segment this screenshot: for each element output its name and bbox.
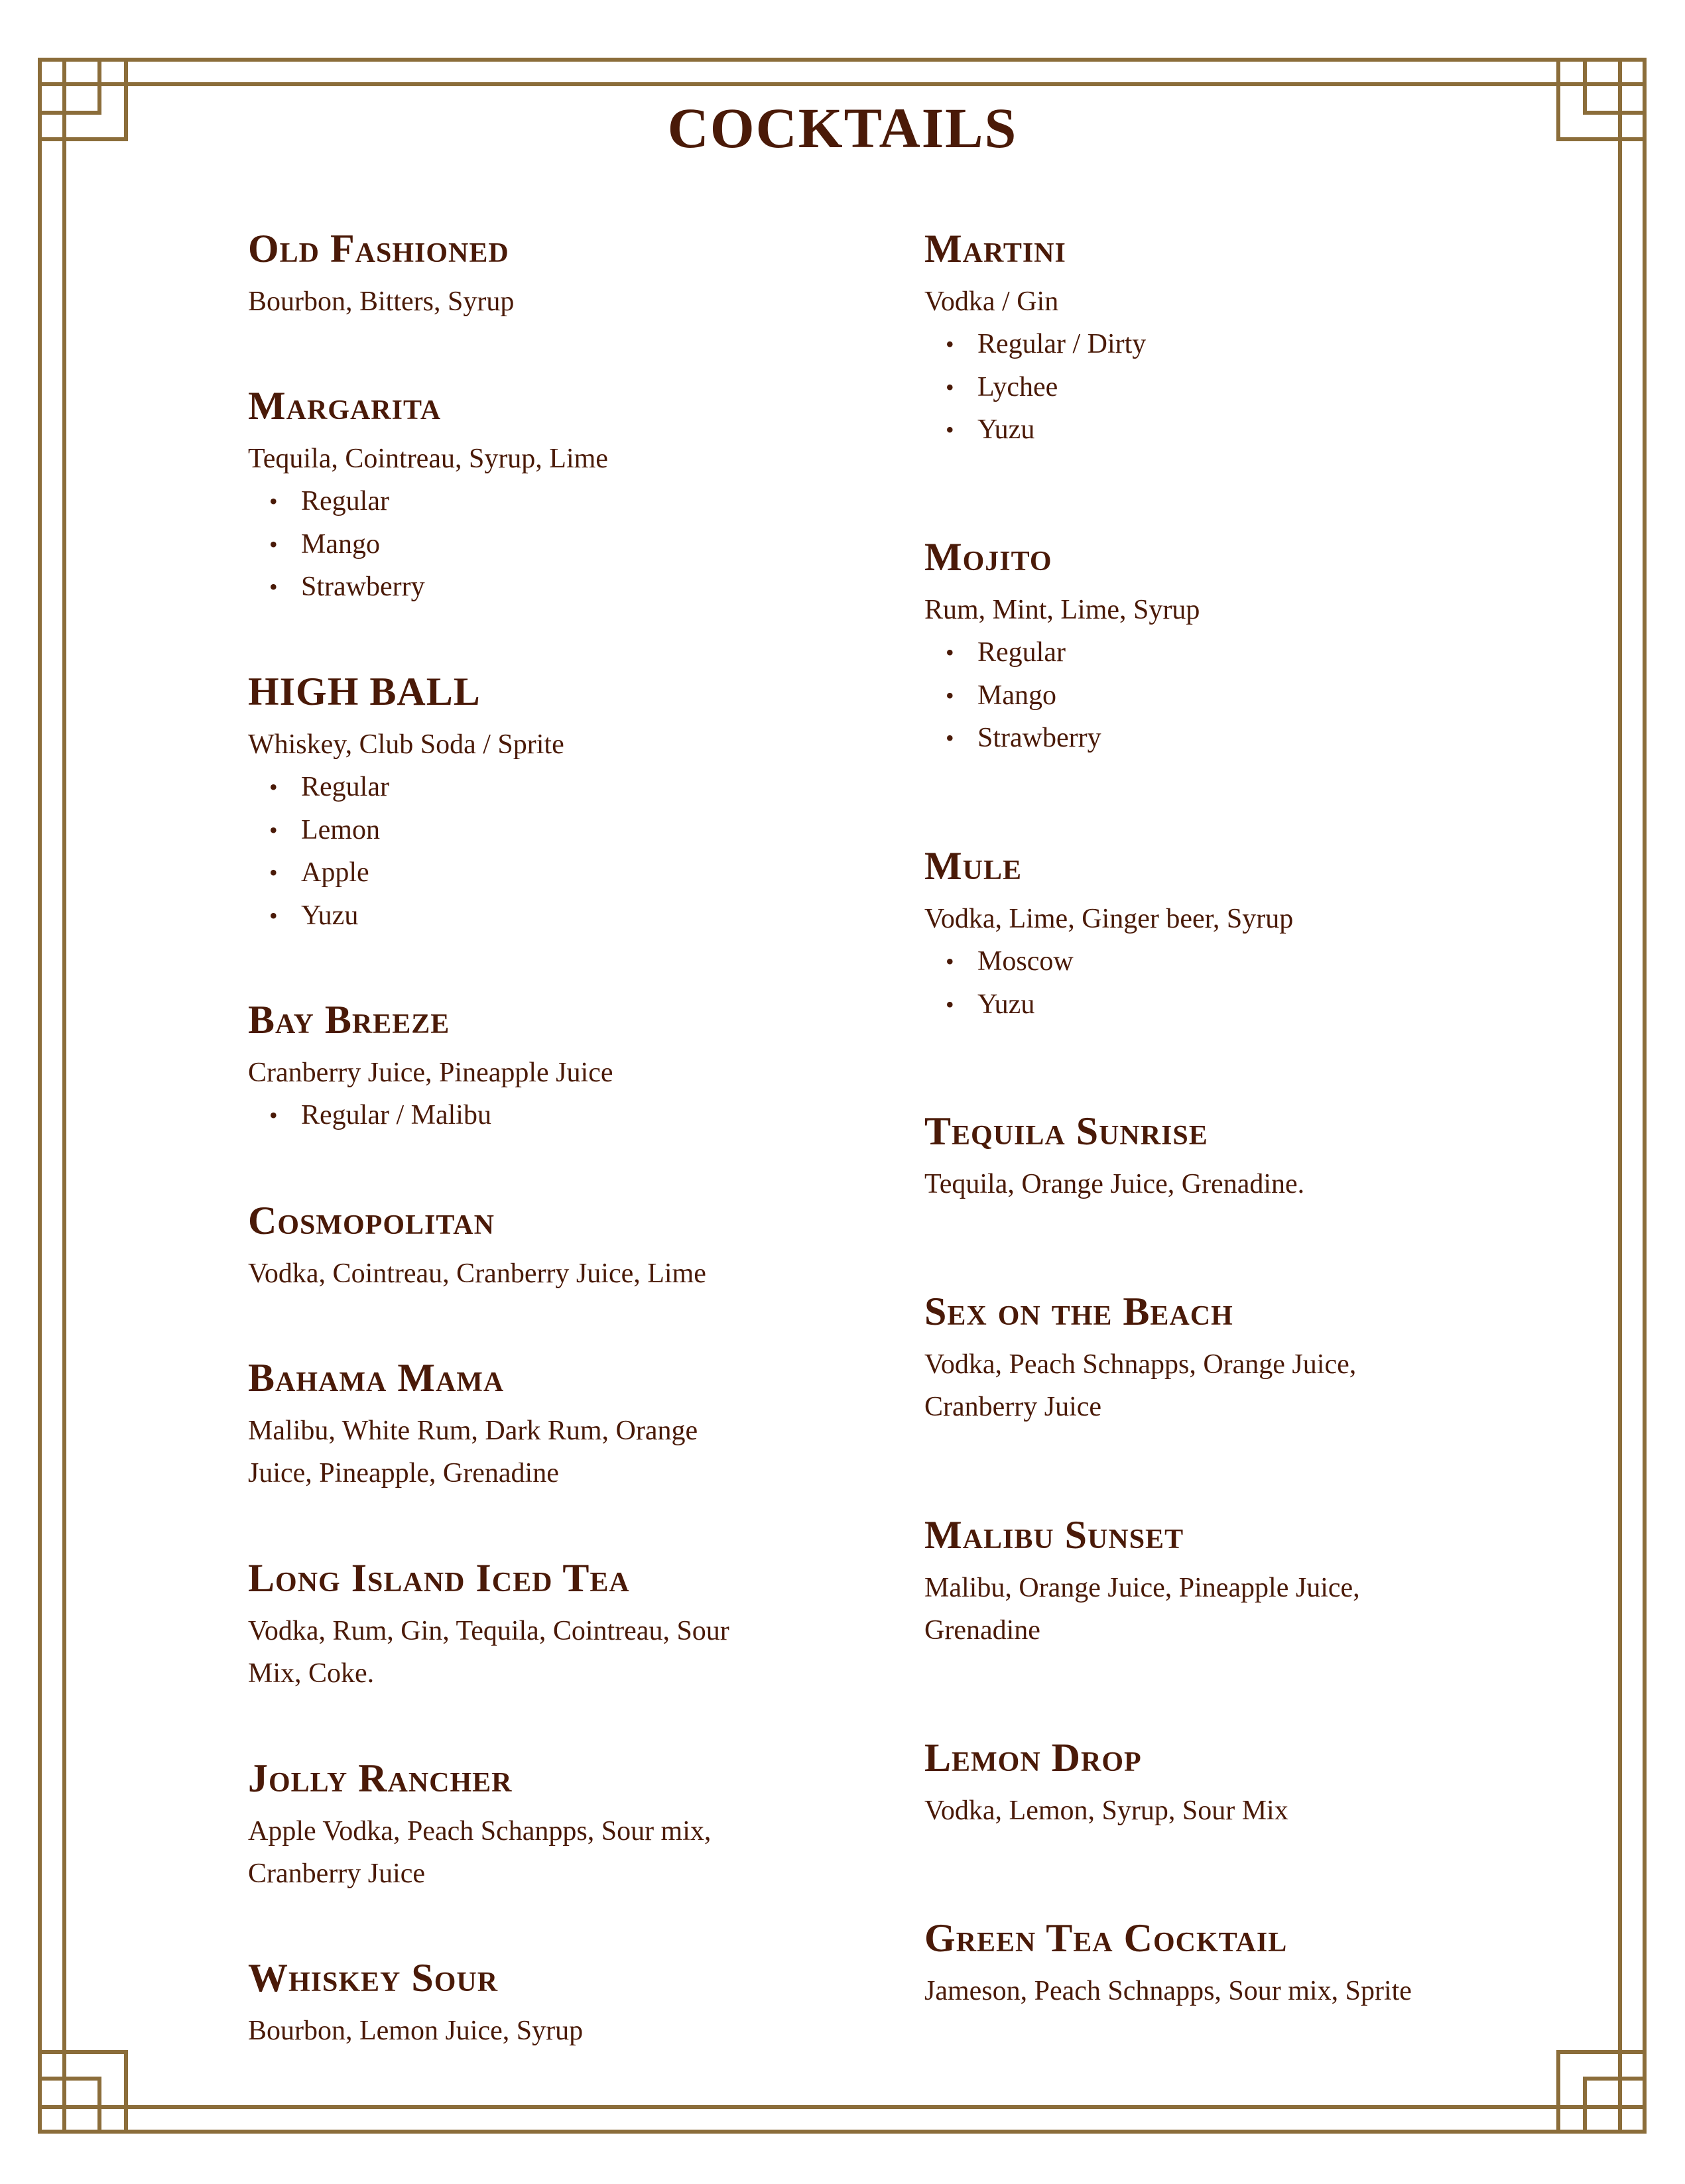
menu-title: COCKTAILS <box>667 96 1018 160</box>
variant-list <box>248 766 752 937</box>
variant-item <box>269 523 752 566</box>
bullet-icon: • <box>269 488 278 515</box>
variant-label: Moscow <box>977 946 1074 977</box>
cocktail-name: Jolly Rancher <box>248 1756 513 1800</box>
variant-label: Regular <box>977 637 1066 668</box>
variant-item <box>946 631 1428 674</box>
variant-label: Strawberry <box>977 723 1101 753</box>
bullet-icon: • <box>946 639 954 666</box>
cocktail-name: Lemon Drop <box>924 1736 1142 1780</box>
variant-label: Yuzu <box>977 989 1035 1020</box>
variant-item <box>946 366 1428 409</box>
bullet-icon: • <box>946 373 954 400</box>
cocktail-ingredients: Malibu, Orange Juice, Pineapple Juice, Grenadine <box>924 1573 1360 1646</box>
cocktail-name: Bay Breeze <box>248 998 450 1042</box>
cocktail-name: Tequila Sunrise <box>924 1109 1208 1153</box>
variant-label: Yuzu <box>301 900 359 931</box>
variant-item <box>946 983 1428 1026</box>
variant-label: Lemon <box>301 814 380 845</box>
bullet-icon: • <box>269 859 278 886</box>
menu-item <box>924 1918 1428 2012</box>
variant-label: Regular <box>301 486 389 516</box>
menu-item <box>924 229 1428 452</box>
variant-list <box>924 631 1428 760</box>
cocktail-ingredients: Malibu, White Rum, Dark Rum, Orange Juice, Pineapple, Grenadine <box>248 1416 698 1488</box>
cocktail-ingredients: Tequila, Cointreau, Syrup, Lime <box>248 444 608 474</box>
variant-item <box>269 1094 752 1137</box>
variant-item <box>269 894 752 938</box>
cocktail-name: Malibu Sunset <box>924 1513 1184 1557</box>
cocktail-name: Green Tea Cocktail <box>924 1916 1288 1960</box>
bullet-icon: • <box>946 991 954 1018</box>
cocktail-name: Bahama Mama <box>248 1356 505 1400</box>
cocktail-ingredients: Vodka, Peach Schnapps, Orange Juice, Cranberry Juice <box>924 1349 1357 1422</box>
cocktail-name: Sex on the Beach <box>924 1290 1233 1333</box>
menu-item <box>924 846 1428 1026</box>
variant-label: Strawberry <box>301 572 425 602</box>
bullet-icon: • <box>946 331 954 357</box>
menu-item <box>924 537 1428 760</box>
variant-item <box>946 408 1428 452</box>
variant-item <box>946 940 1428 983</box>
variant-item <box>946 323 1428 366</box>
bullet-icon: • <box>946 682 954 709</box>
bullet-icon: • <box>946 948 954 975</box>
cocktail-name: Whiskey Sour <box>248 1956 499 2000</box>
variant-label: Mango <box>301 528 380 560</box>
variant-item <box>946 674 1428 717</box>
cocktail-name: Old Fashioned <box>248 227 509 271</box>
variant-list <box>248 480 752 609</box>
menu-item <box>248 672 752 937</box>
menu-item <box>248 1358 752 1494</box>
cocktail-name: Cosmopolitan <box>248 1199 495 1243</box>
variant-item <box>269 809 752 852</box>
variant-label: Regular / Malibu <box>301 1100 491 1130</box>
variant-label: Mango <box>977 680 1056 711</box>
menu-item <box>248 1958 752 2052</box>
variant-list <box>924 940 1428 1026</box>
menu-item <box>924 1292 1428 1428</box>
menu-item <box>924 1515 1428 1652</box>
variant-label: Apple <box>301 857 369 888</box>
variant-label: Lychee <box>977 371 1058 402</box>
cocktail-ingredients: Vodka, Rum, Gin, Tequila, Cointreau, Sour Mix, Coke. <box>248 1616 729 1689</box>
menu-item <box>248 386 752 609</box>
menu-item <box>248 1201 752 1295</box>
bullet-icon: • <box>269 774 278 800</box>
bullet-icon: • <box>269 574 278 600</box>
bullet-icon: • <box>269 902 278 929</box>
cocktail-ingredients: Vodka, Lime, Ginger beer, Syrup <box>924 904 1294 934</box>
menu-item <box>248 1000 752 1137</box>
variant-item <box>269 480 752 523</box>
cocktail-ingredients: Cranberry Juice, Pineapple Juice <box>248 1058 613 1088</box>
variant-label: Regular / Dirty <box>977 329 1147 359</box>
cocktail-ingredients: Rum, Mint, Lime, Syrup <box>924 595 1200 625</box>
cocktail-name: Mule <box>924 844 1022 888</box>
bullet-icon: • <box>269 530 278 558</box>
cocktail-name: Mojito <box>924 535 1052 579</box>
cocktail-ingredients: Vodka, Cointreau, Cranberry Juice, Lime <box>248 1258 706 1289</box>
variant-list <box>248 1094 752 1137</box>
cocktail-name: Long Island Iced Tea <box>248 1556 630 1600</box>
cocktail-name: Margarita <box>248 384 442 428</box>
bullet-icon: • <box>946 725 954 751</box>
menu-item <box>248 1558 752 1695</box>
bullet-icon: • <box>269 816 278 843</box>
menu-item <box>924 1111 1428 1205</box>
cocktail-ingredients: Apple Vodka, Peach Schanpps, Sour mix, Cranberry Juice <box>248 1816 712 1889</box>
cocktail-ingredients: Bourbon, Bitters, Syrup <box>248 286 515 317</box>
variant-item <box>946 717 1428 760</box>
bullet-icon: • <box>946 416 954 443</box>
cocktail-name: Martini <box>924 227 1066 271</box>
variant-label: Yuzu <box>977 414 1035 445</box>
cocktail-ingredients: Tequila, Orange Juice, Grenadine. <box>924 1169 1305 1199</box>
menu-item <box>924 1738 1428 1832</box>
cocktail-ingredients: Jameson, Peach Schnapps, Sour mix, Sprite <box>924 1976 1412 2006</box>
menu-item <box>248 1758 752 1895</box>
cocktail-ingredients: Whiskey, Club Soda / Sprite <box>248 729 564 760</box>
variant-item <box>269 766 752 809</box>
bullet-icon: • <box>269 1102 278 1128</box>
cocktail-name: HIGH BALL <box>248 670 481 713</box>
cocktail-ingredients: Vodka / Gin <box>924 286 1059 317</box>
menu-item <box>248 229 752 323</box>
variant-list <box>924 323 1428 452</box>
variant-item <box>269 851 752 894</box>
cocktail-ingredients: Bourbon, Lemon Juice, Syrup <box>248 2016 584 2046</box>
variant-item <box>269 566 752 609</box>
cocktail-ingredients: Vodka, Lemon, Syrup, Sour Mix <box>924 1795 1288 1826</box>
variant-label: Regular <box>301 772 389 802</box>
